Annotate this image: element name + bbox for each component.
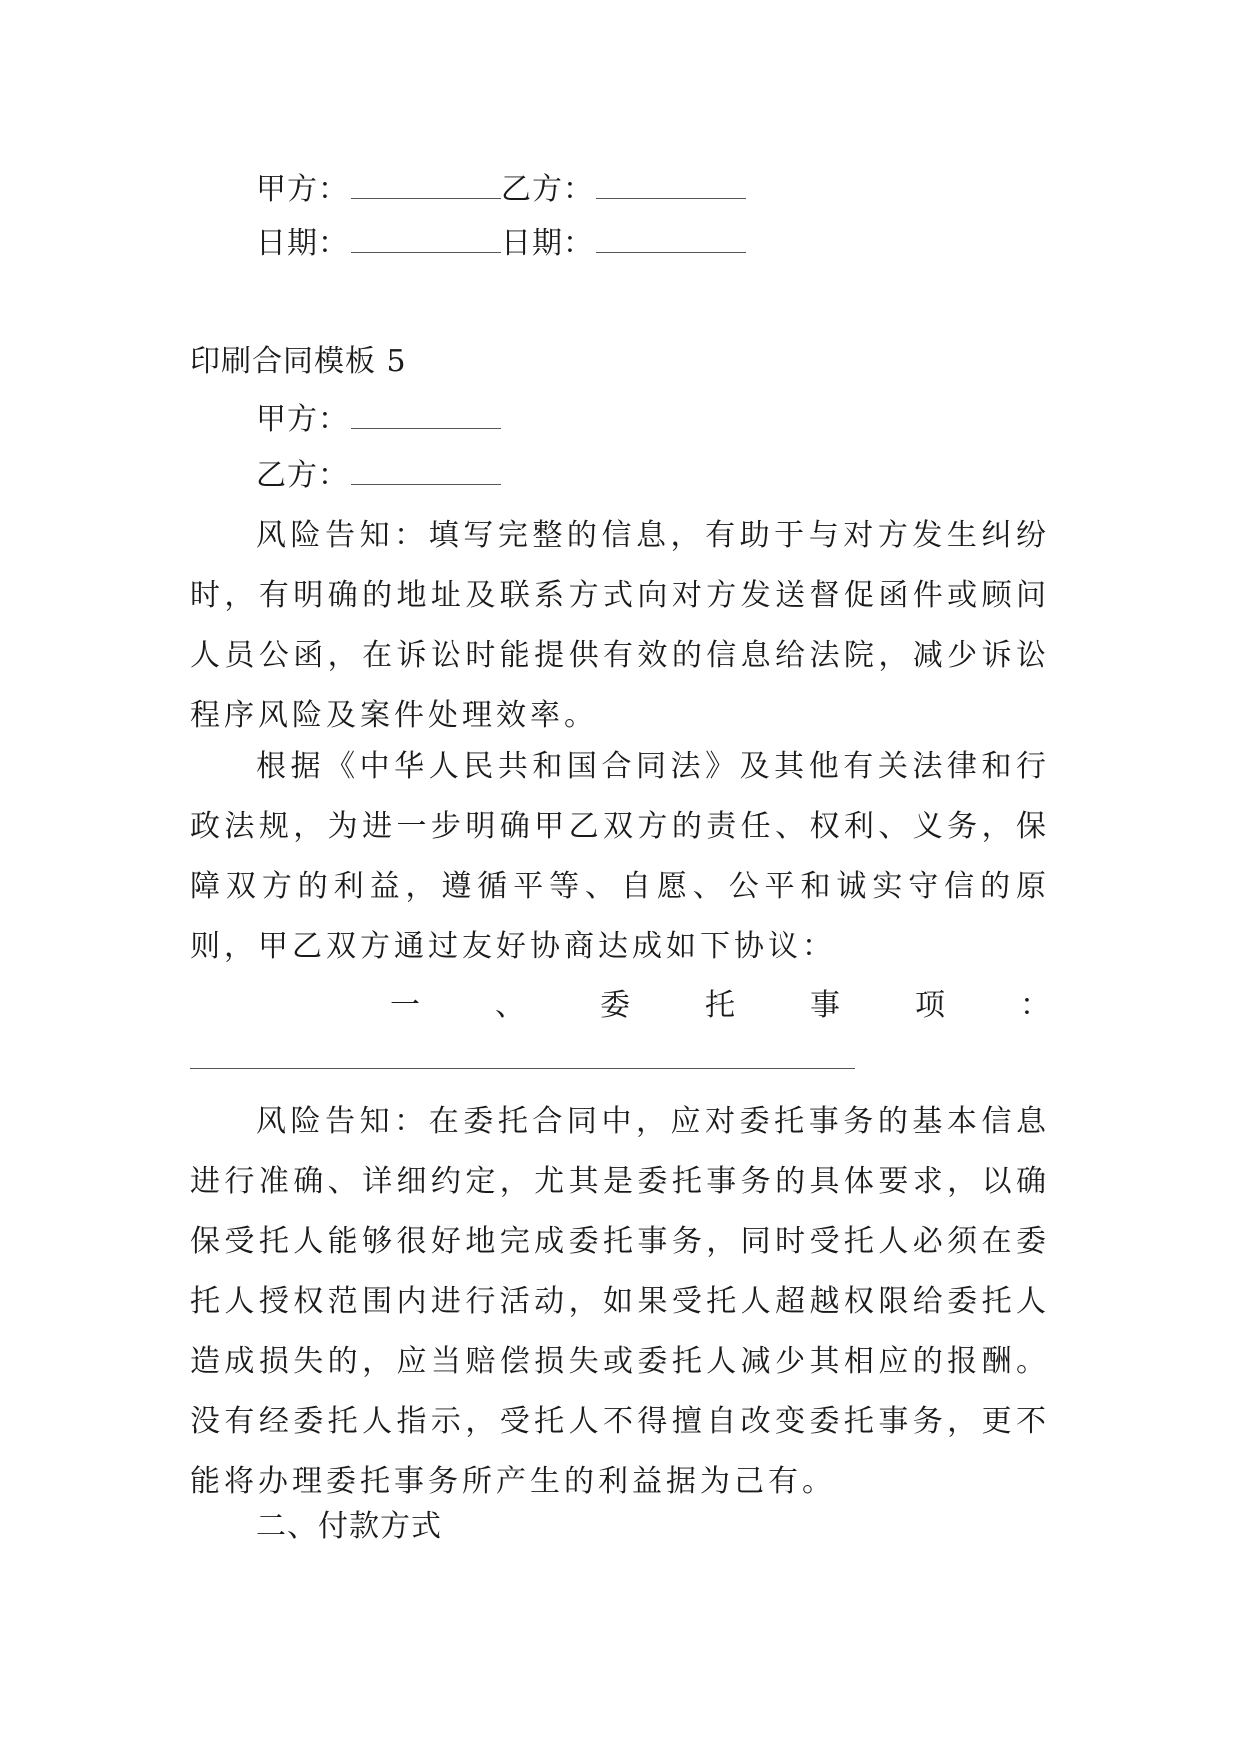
template-party-b-row <box>256 456 501 496</box>
section-1-char: 委 <box>600 988 630 1023</box>
template-title: 印刷合同模板 5 <box>190 344 407 379</box>
section-1-char: 事 <box>810 988 840 1023</box>
signature-row-dates <box>256 224 746 264</box>
section-1-heading <box>190 976 1050 1036</box>
date-a-blank <box>351 226 501 253</box>
section-1-char: 项 <box>915 988 945 1023</box>
party-a-label: 甲方： <box>256 172 349 207</box>
preamble-paragraph: 根据《中华人民共和国合同法》及其他有关法律和行政法规，为进一步明确甲乙双方的责任、权利、义务，保障双方的利益，遵循平等、自愿、公平和诚实守信的原则，甲乙双方通过友好协商达成如下协议： <box>190 749 1050 964</box>
signature-row-parties <box>256 170 746 210</box>
template-party-b-label: 乙方： <box>256 458 349 493</box>
template-party-a-label: 甲方： <box>256 402 349 437</box>
risk-notice-2: 风险告知：在委托合同中，应对委托事务的基本信息进行准确、详细约定，尤其是委托事务的具体要求，以确保受托人能够很好地完成委托事务，同时受托人必须在委托人授权范围内进行活动，如果受托人超越权限给委托人造成损失的，应当赔偿损失或委托人减少其相应的报酬。没有经委托人指示，受托人不得擅自改变委托事务，更不能将办理委托事务所产生的利益据为己有。 <box>190 1104 1050 1499</box>
section-1-fill-line <box>190 1068 855 1069</box>
section-1-char: ： <box>1020 988 1050 1023</box>
date-a-label: 日期： <box>256 226 349 261</box>
risk-notice-1: 风险告知：填写完整的信息，有助于与对方发生纠纷时，有明确的地址及联系方式向对方发送督促函件或顾问人员公函，在诉讼时能提供有效的信息给法院，减少诉讼程序风险及案件处理效率。 <box>190 518 1050 733</box>
party-b-blank <box>596 172 746 199</box>
section-1-char: 一 <box>390 988 420 1023</box>
party-a-blank <box>351 172 501 199</box>
template-party-a-blank <box>351 402 501 429</box>
date-b-blank <box>596 226 746 253</box>
date-b-label: 日期： <box>501 226 594 261</box>
template-party-b-blank <box>351 458 501 485</box>
party-b-label: 乙方： <box>501 172 594 207</box>
section-1-char: 、 <box>495 988 525 1023</box>
section-2-heading: 二、付款方式 <box>256 1509 442 1544</box>
template-party-a-row <box>256 400 501 440</box>
section-1-char: 托 <box>705 988 735 1023</box>
